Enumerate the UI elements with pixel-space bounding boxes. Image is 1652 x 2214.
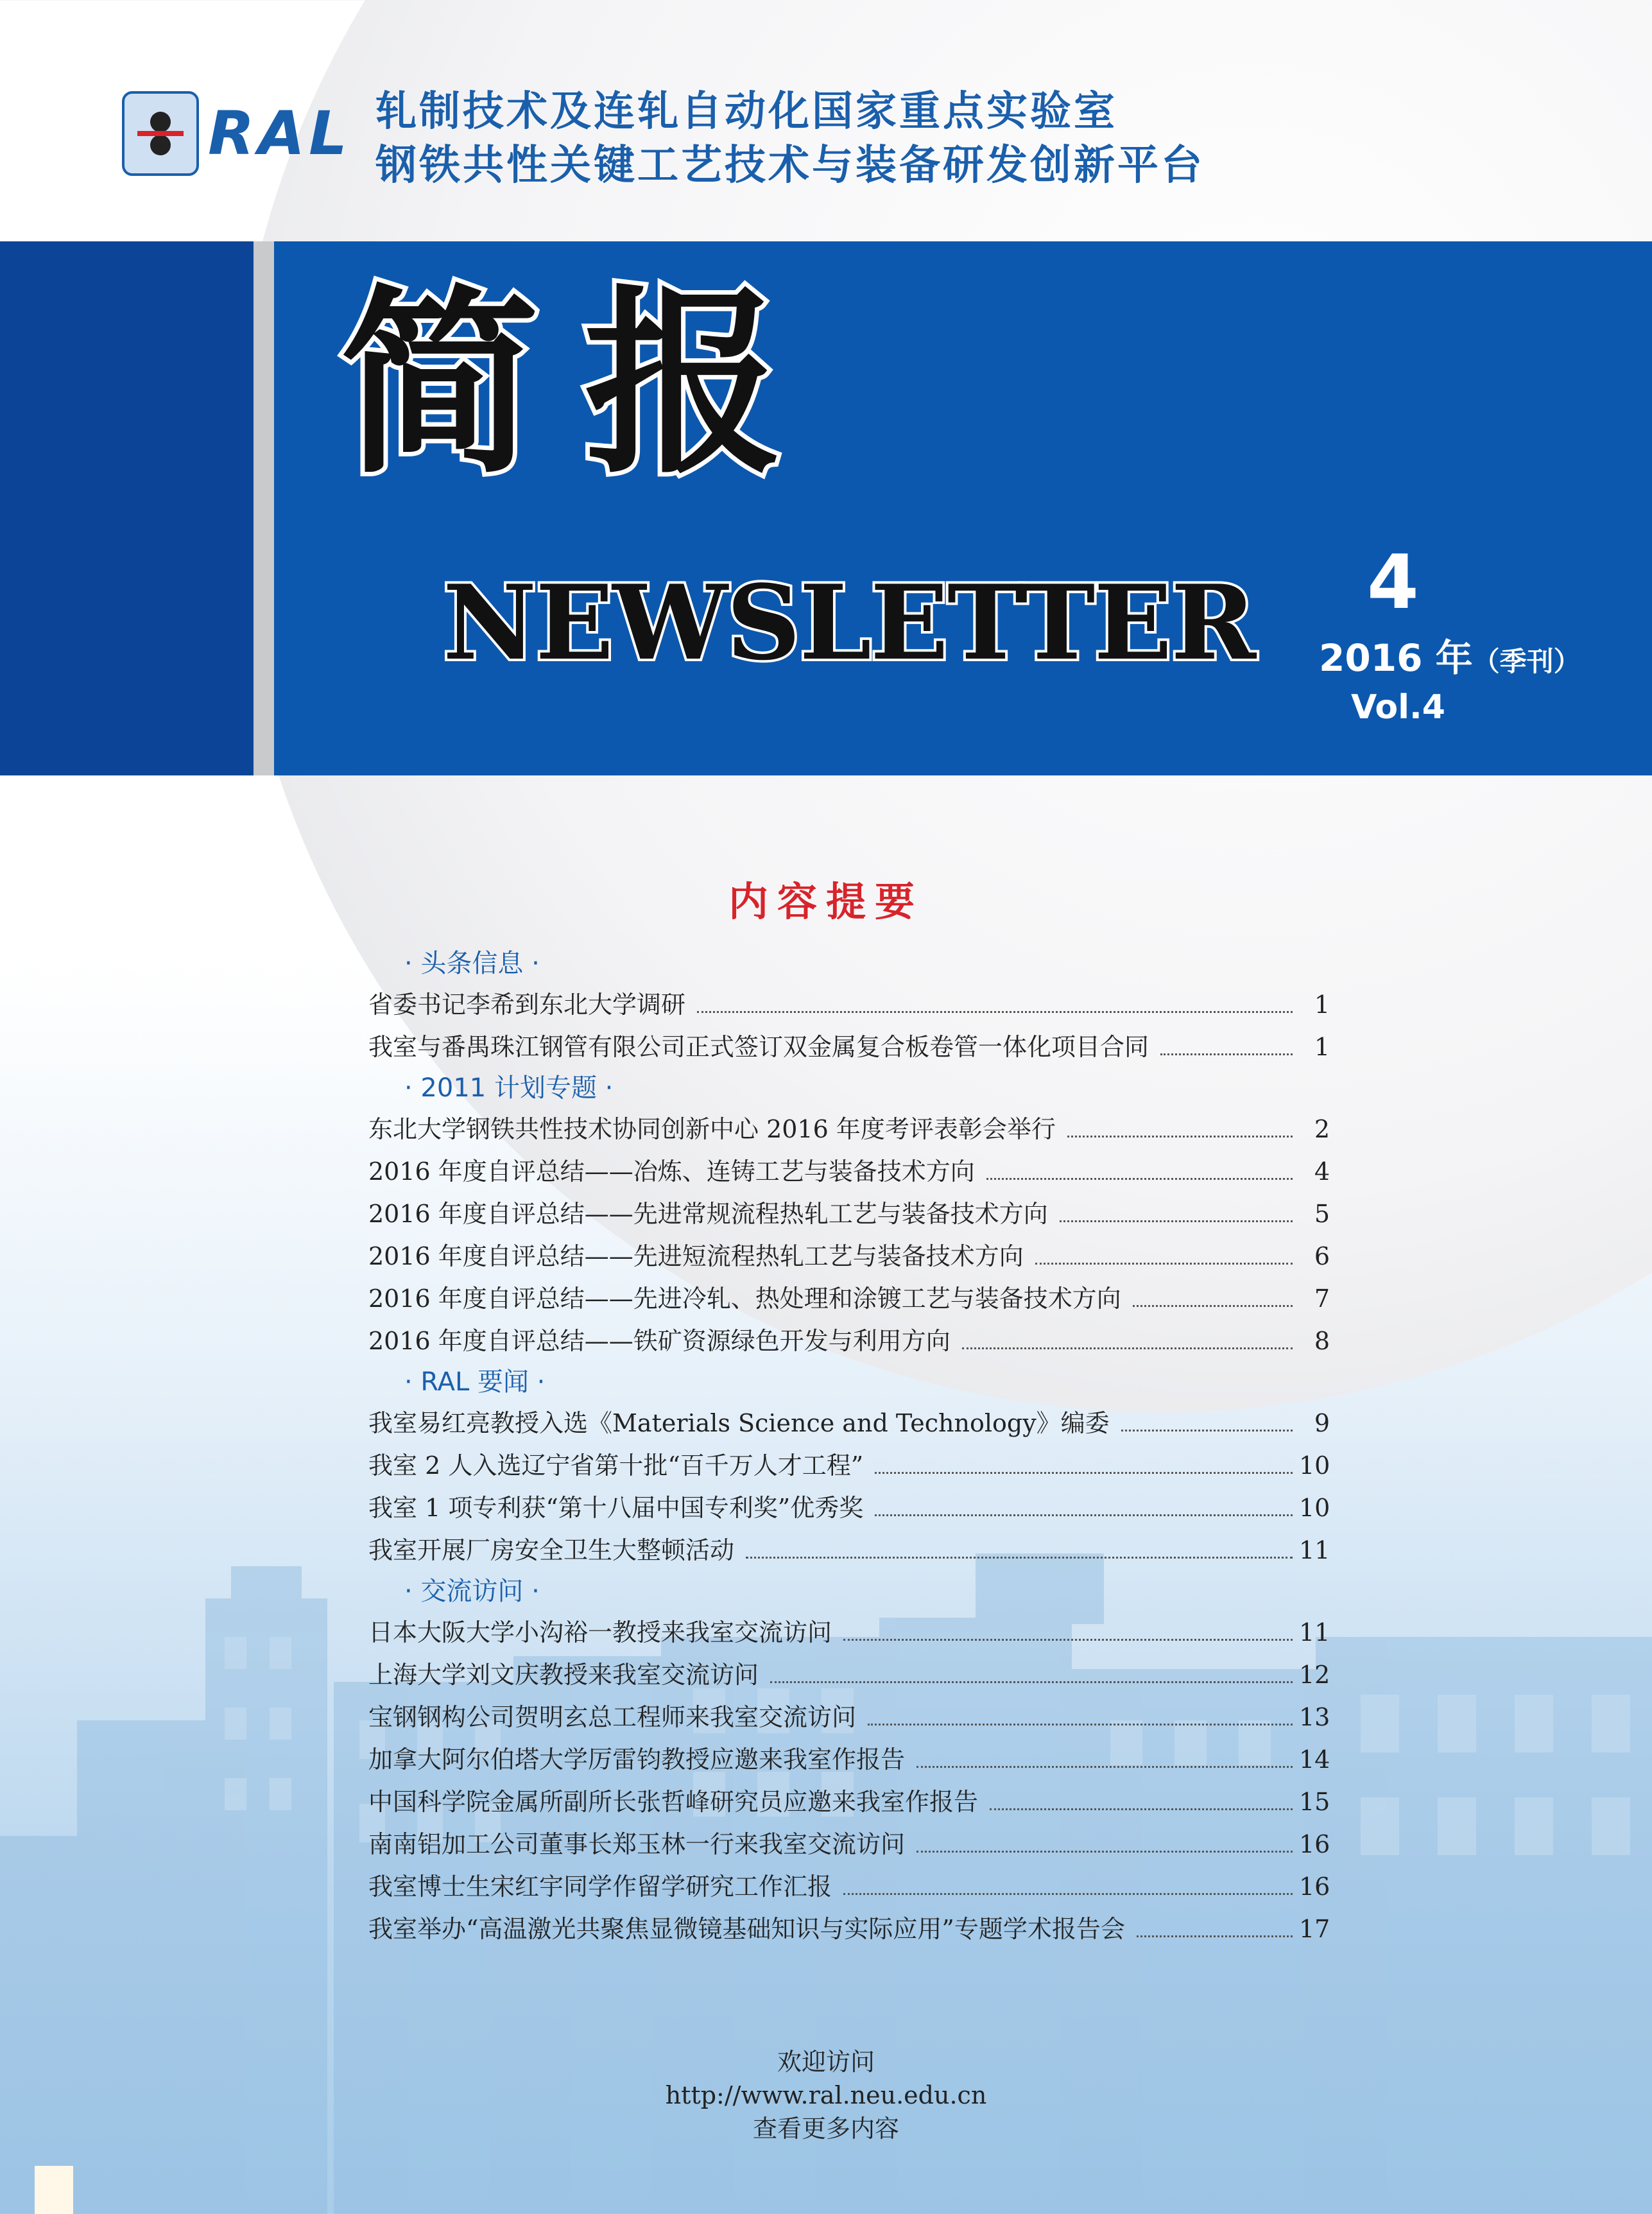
- toc-entry-title: 2016 年度自评总结——铁矿资源绿色开发与利用方向: [368, 1327, 951, 1355]
- toc-page-number: 10: [1299, 1494, 1330, 1522]
- toc-entry[interactable]: [368, 1193, 1330, 1235]
- toc-entry-title: 宝钢钢构公司贺明玄总工程师来我室交流访问: [368, 1703, 857, 1731]
- toc-leader-dots: [875, 1472, 1293, 1474]
- toc-leader-dots: [843, 1639, 1293, 1641]
- toc-entry[interactable]: [368, 1823, 1330, 1865]
- toc-page-number: 16: [1299, 1830, 1330, 1858]
- toc-section-heading: · 头条信息 ·: [404, 949, 540, 978]
- toc-page-number: 11: [1299, 1536, 1330, 1564]
- toc-leader-dots: [1160, 1053, 1293, 1055]
- toc-leader-dots: [746, 1557, 1293, 1559]
- toc-entry[interactable]: [368, 1781, 1330, 1823]
- corner-mark: [35, 2166, 73, 2214]
- toc-entry-title: 南南铝加工公司董事长郑玉林一行来我室交流访问: [368, 1830, 906, 1858]
- toc-page-number: 4: [1314, 1157, 1330, 1186]
- ral-logo: [122, 91, 351, 176]
- toc-entry-title: 2016 年度自评总结——先进短流程热轧工艺与装备技术方向: [368, 1242, 1024, 1270]
- toc-leader-dots: [962, 1347, 1293, 1349]
- toc-entry[interactable]: [368, 1277, 1330, 1320]
- toc-leader-dots: [1137, 1935, 1293, 1937]
- toc-entry[interactable]: [368, 1026, 1330, 1068]
- toc-page-number: 15: [1299, 1788, 1330, 1816]
- toc-entry[interactable]: [368, 1654, 1330, 1696]
- toc-leader-dots: [1035, 1263, 1293, 1265]
- toc-section-heading: · RAL 要闻 ·: [404, 1367, 546, 1397]
- toc-page-number: 6: [1314, 1242, 1330, 1270]
- toc-page-number: 11: [1299, 1618, 1330, 1647]
- contents-title: 内容提要: [728, 878, 924, 925]
- toc-leader-dots: [770, 1681, 1293, 1683]
- toc-entry[interactable]: [368, 1150, 1330, 1193]
- toc-leader-dots: [843, 1893, 1293, 1895]
- toc-page-number: 9: [1314, 1409, 1330, 1437]
- toc-section-heading: · 2011 计划专题 ·: [404, 1073, 614, 1103]
- issue-year: [1319, 628, 1581, 682]
- toc-entry-title: 日本大阪大学小沟裕一教授来我室交流访问: [368, 1618, 832, 1647]
- toc-entry[interactable]: [368, 1908, 1330, 1950]
- toc-entry[interactable]: [368, 1865, 1330, 1908]
- toc-entry-title: 2016 年度自评总结——先进冷轧、热处理和涂镀工艺与装备技术方向: [368, 1284, 1121, 1313]
- toc-entry[interactable]: [368, 983, 1330, 1026]
- table-of-contents: [368, 944, 1330, 1950]
- toc-leader-dots: [916, 1766, 1293, 1768]
- toc-entry-title: 我室易红亮教授入选《Materials Science and Technology》编委: [368, 1409, 1110, 1437]
- toc-entry-title: 我室与番禺珠江钢管有限公司正式签订双金属复合板卷管一体化项目合同: [368, 1033, 1149, 1061]
- toc-entry[interactable]: [368, 1108, 1330, 1150]
- toc-entry-title: 我室 1 项专利获“第十八届中国专利奖”优秀奖: [368, 1494, 864, 1522]
- toc-entry-title: 上海大学刘文庆教授来我室交流访问: [368, 1661, 759, 1689]
- footer-more: 查看更多内容: [752, 2115, 899, 2143]
- toc-entry-title: 2016 年度自评总结——先进常规流程热轧工艺与装备技术方向: [368, 1200, 1048, 1228]
- toc-entry-title: 省委书记李希到东北大学调研: [368, 990, 686, 1019]
- newsletter-title-en: NEWSLETTER: [443, 562, 1255, 683]
- platform-name: 钢铁共性关键工艺技术与装备研发创新平台: [375, 142, 1205, 189]
- toc-page-number: 1: [1314, 1033, 1330, 1061]
- toc-page-number: 13: [1299, 1703, 1330, 1731]
- toc-entry-title: 2016 年度自评总结——冶炼、连铸工艺与装备技术方向: [368, 1157, 975, 1186]
- toc-entry-title: 东北大学钢铁共性技术协同创新中心 2016 年度考评表彰会举行: [368, 1115, 1056, 1143]
- toc-page-number: 7: [1314, 1284, 1330, 1313]
- footer: [0, 2045, 1652, 2145]
- masthead-band-separator: [254, 241, 274, 775]
- toc-entry[interactable]: [368, 1611, 1330, 1654]
- toc-entry[interactable]: [368, 1738, 1330, 1781]
- toc-entry-title: 加拿大阿尔伯塔大学厉雷钧教授应邀来我室作报告: [368, 1745, 906, 1774]
- toc-leader-dots: [1060, 1220, 1293, 1222]
- organization-names: [375, 85, 1205, 193]
- frequency-text: （季刊）: [1472, 646, 1581, 677]
- toc-leader-dots: [1067, 1136, 1293, 1137]
- toc-leader-dots: [868, 1724, 1293, 1725]
- toc-entry-title: 我室举办“高温激光共聚焦显微镜基础知识与实际应用”专题学术报告会: [368, 1915, 1125, 1943]
- toc-leader-dots: [990, 1808, 1293, 1810]
- toc-leader-dots: [697, 1011, 1293, 1013]
- footer-welcome: 欢迎访问: [777, 2048, 875, 2076]
- toc-page-number: 10: [1299, 1451, 1330, 1480]
- toc-entry[interactable]: [368, 1529, 1330, 1571]
- toc-entry[interactable]: [368, 1235, 1330, 1277]
- toc-page-number: 14: [1299, 1745, 1330, 1774]
- toc-entry[interactable]: [368, 1444, 1330, 1487]
- toc-entry[interactable]: [368, 1696, 1330, 1738]
- toc-entry[interactable]: [368, 1487, 1330, 1529]
- toc-leader-dots: [1133, 1305, 1293, 1307]
- footer-url-link[interactable]: http://www.ral.neu.edu.cn: [665, 2081, 987, 2109]
- issue-number: 4: [1367, 539, 1419, 626]
- newsletter-title-cn: 简报: [340, 269, 828, 501]
- toc-page-number: 8: [1314, 1327, 1330, 1355]
- year-text: 2016 年: [1319, 636, 1473, 680]
- toc-section-heading: · 交流访问 ·: [404, 1577, 540, 1606]
- toc-entry-title: 我室博士生宋红宇同学作留学研究工作汇报: [368, 1872, 832, 1901]
- masthead-band-left: [0, 241, 254, 775]
- toc-leader-dots: [875, 1514, 1293, 1516]
- toc-leader-dots: [986, 1178, 1293, 1180]
- toc-page-number: 17: [1299, 1915, 1330, 1943]
- ral-emblem-icon: [122, 91, 199, 176]
- toc-entry-title: 我室开展厂房安全卫生大整顿活动: [368, 1536, 735, 1564]
- toc-page-number: 2: [1314, 1115, 1330, 1143]
- issue-volume: Vol.4: [1351, 688, 1445, 727]
- logo-text: RAL: [208, 98, 352, 169]
- toc-page-number: 16: [1299, 1872, 1330, 1901]
- toc-entry[interactable]: [368, 1320, 1330, 1362]
- lab-name: 轧制技术及连轧自动化国家重点实验室: [375, 88, 1117, 135]
- toc-leader-dots: [1121, 1430, 1293, 1431]
- toc-entry[interactable]: [368, 1402, 1330, 1444]
- toc-page-number: 5: [1314, 1200, 1330, 1228]
- toc-page-number: 1: [1314, 990, 1330, 1019]
- toc-entry-title: 我室 2 人入选辽宁省第十批“百千万人才工程”: [368, 1451, 864, 1480]
- toc-entry-title: 中国科学院金属所副所长张哲峰研究员应邀来我室作报告: [368, 1788, 979, 1816]
- toc-page-number: 12: [1299, 1661, 1330, 1689]
- toc-leader-dots: [916, 1851, 1293, 1853]
